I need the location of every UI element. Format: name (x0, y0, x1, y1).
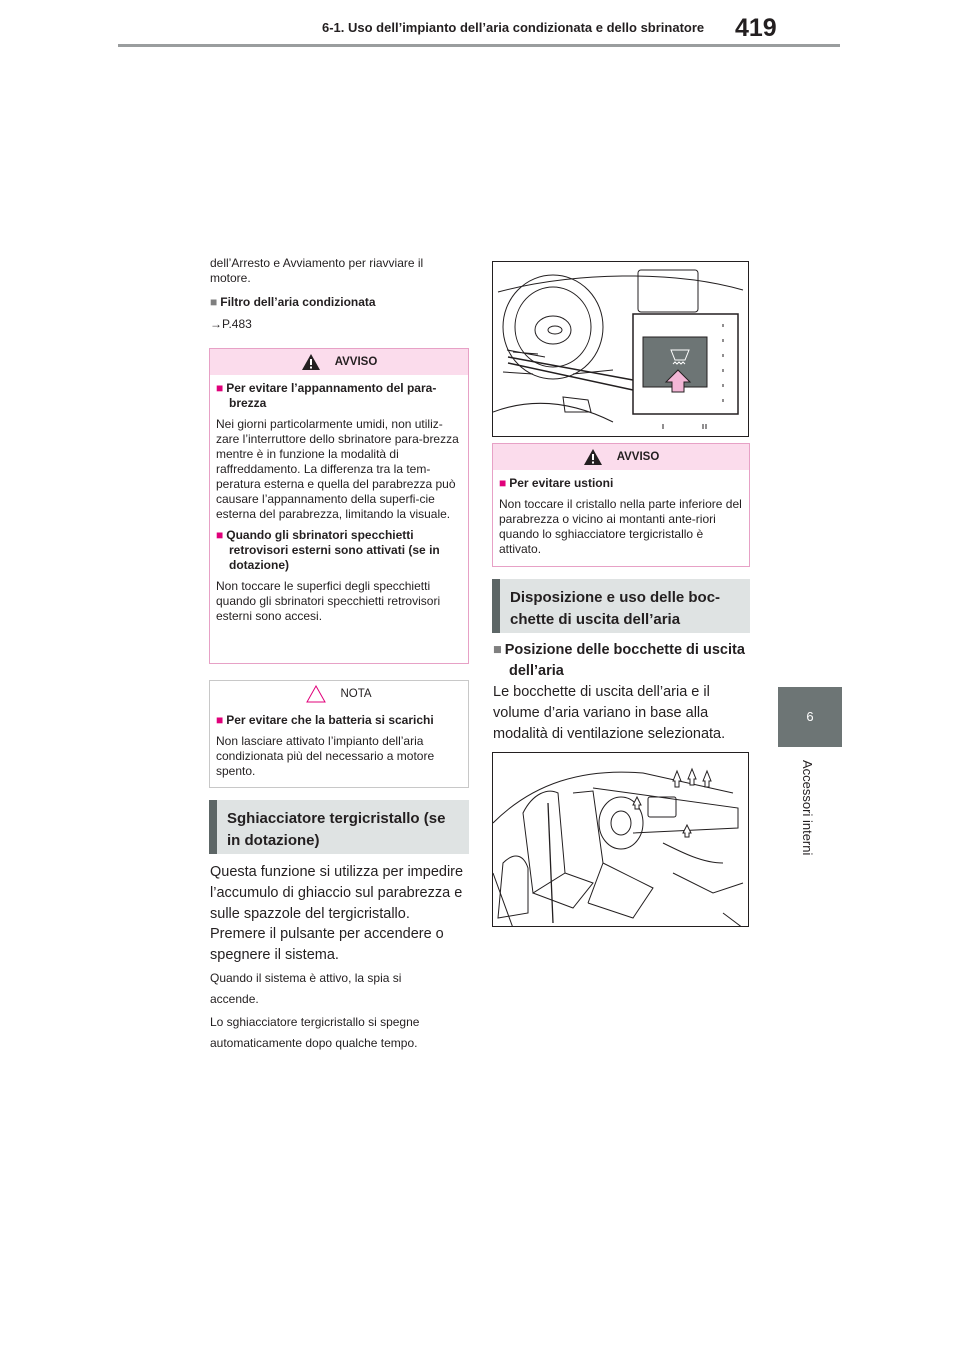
bullet-square-icon: ■ (493, 642, 502, 658)
warning-triangle-icon (583, 448, 603, 466)
interior-drawing (493, 753, 749, 927)
dashboard-drawing (493, 262, 749, 437)
sub-heading: ■ Posizione delle bocchette di uscita dell’aria (493, 642, 745, 679)
warning-header: AVVISO (210, 349, 468, 375)
note-header: NOTA (210, 681, 468, 707)
body-note: Lo sghiacciatore tergicristallo si spegne automaticamente dopo qualche tempo. (210, 1015, 420, 1050)
warning-box (209, 348, 469, 664)
note-box (209, 680, 469, 788)
warning-text: Non toccare le superfici degli specchietti quando gli sbrinatori specchietti retrovisori esterni sono accesi. (216, 579, 441, 623)
warning-subheading: ■ Per evitare ustioni (499, 476, 614, 490)
section-heading: Sghiacciatore tergicristallo (se in dotazione) (209, 800, 469, 854)
body-note: Quando il sistema è attivo, la spia si accende. (210, 971, 402, 1006)
warning-subheading: ■ Quando gli sbrinatori specchietti retrovisori esterni sono attivati (se in dotazione) (216, 528, 440, 572)
chapter-title: 6-1. Uso dell’impianto dell’aria condizionata e dello sbrinatore (322, 20, 705, 35)
warning-header: AVVISO (493, 444, 749, 470)
bullet-square-icon: ■ (216, 381, 224, 395)
caution-triangle-icon (306, 685, 326, 703)
body-paragraph: Questa funzione si utilizza per impedire l’accumulo di ghiaccio sul parabrezza e sulle spazzole del tergicristallo. (210, 864, 464, 922)
bullet-square-icon: ■ (216, 528, 224, 542)
note-subheading: ■ Per evitare che la batteria si scarichi (216, 713, 434, 727)
intro-text: dell’Arresto e Avviamento per riavviare il motore. (210, 256, 424, 285)
chapter-tab: 6 (778, 687, 842, 747)
chapter-side-label: Accessori interni (800, 760, 815, 856)
dashboard-illustration (492, 261, 749, 437)
car-interior-illustration (492, 752, 749, 927)
note-text: Non lasciare attivato l’impianto dell’aria condizionata più del necessario a motore spento. (216, 734, 435, 778)
warning-box (492, 443, 750, 567)
page-number: 419 (735, 14, 777, 42)
warning-text: Non toccare il cristallo nella parte inferiore del parabrezza o vicino ai montanti ante-riori quando lo sghiacciatore tergicristallo è attivato. (499, 497, 742, 556)
bullet-square-icon: ■ (216, 713, 224, 727)
warning-subheading: ■ Per evitare l’appannamento del para-brezza (216, 381, 437, 410)
header-divider (118, 44, 840, 47)
warning-triangle-icon (301, 353, 321, 371)
body-paragraph: Le bocchette di uscita dell’aria e il volume d’aria variano in base alla modalità di ventilazione selezionata. (493, 684, 726, 742)
body-paragraph: Premere il pulsante per accendere o spegnere il sistema. (210, 926, 444, 963)
filter-heading: ■ Filtro dell’aria condizionata (210, 295, 376, 309)
filter-ref: →P.483 (210, 317, 252, 331)
bullet-square-icon: ■ (499, 476, 507, 490)
section-heading: Disposizione e uso delle boc-chette di uscita dell’aria (492, 579, 750, 633)
bullet-square-icon: ■ (210, 295, 218, 309)
warning-text: Nei giorni particolarmente umidi, non utiliz-zare l’interruttore dello sbrinatore para-brezza mentre è in funzione la modalità di raffreddamento. La differenza tra la tem-peratura esterna e quella del parabrezza può causare l’appannamento della superfi-cie esterna del parabrezza, limitando la visuale. (216, 417, 459, 521)
